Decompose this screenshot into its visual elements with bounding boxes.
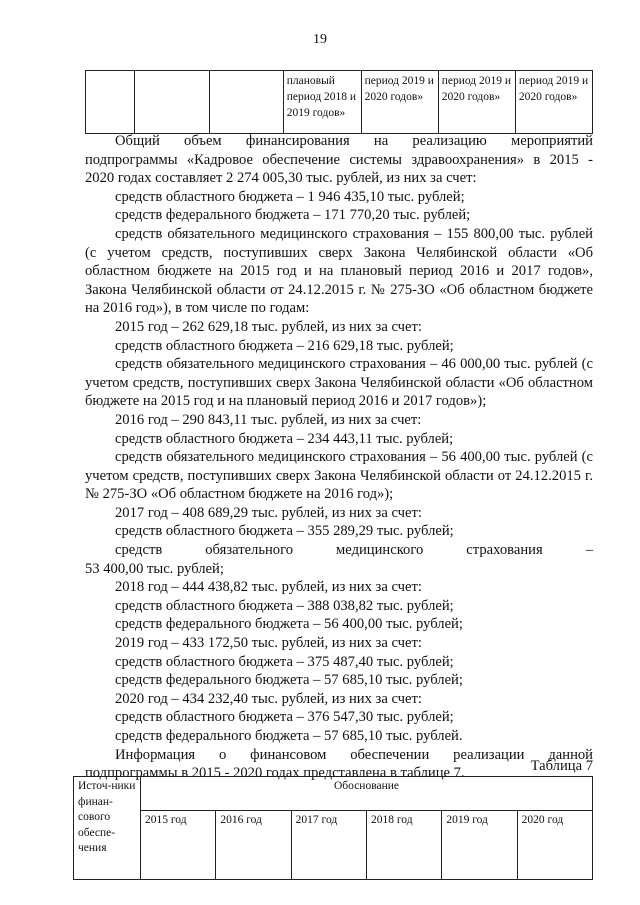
table-header-row [74, 777, 593, 811]
paragraph-line: средств областного бюджета – 216 629,18 тыс. рублей; [115, 337, 454, 354]
page-number: 19 [313, 32, 327, 47]
year-header-cell: 2020 год [517, 811, 592, 880]
paragraph-line: средств областного бюджета – 355 289,29 тыс. рублей; [115, 523, 454, 540]
table-cell [210, 71, 284, 134]
paragraph-line: подпрограммы «Кадровое обеспечение системы здравоохранения» в 2015 - [85, 151, 593, 168]
table-cell: плановый период 2018 и 2019 годов» [283, 71, 361, 134]
paragraph: средств обязательного медицинского страхования – 155 800,00 тыс. рублей (с учетом средств, поступивших сверх Закона Челябинской области «Об областном бюджете на 2015 год и на плановый период 2016 и 2017 годов», Закона Челябинской области от 24.12.2015 г. № 275-ЗО «Об областном бюджете на 2016 год»), в том числе по годам: [85, 225, 593, 317]
paragraph-line: 2020 год – 434 232,40 тыс. рублей, из них за счет: [115, 690, 422, 707]
paragraph-line: 2019 год – 433 172,50 тыс. рублей, из них за счет: [115, 635, 422, 652]
year-header-cell: 2019 год [442, 811, 517, 880]
paragraph-line: подпрограммы в 2015 - 2020 годах представлена в таблице 7. [85, 765, 465, 782]
table-cell: период 2019 и 2020 годов» [361, 71, 438, 134]
paragraph-line: средств обязательного медицинского страхования – [115, 542, 593, 559]
paragraph-line: 2017 год – 408 689,29 тыс. рублей, из них за счет: [115, 504, 422, 521]
group-header-cell: Обоснование [141, 777, 593, 811]
year-header-cell: 2016 год [216, 811, 291, 880]
paragraph: средств обязательного медицинского страхования – 46 000,00 тыс. рублей (с учетом средств, поступивших сверх Закона Челябинской области «Об областном бюджете на 2015 год и на плановый период 2016 и 2017 годов»); [85, 356, 593, 410]
paragraph-line: средств областного бюджета – 388 038,82 тыс. рублей; [115, 597, 454, 614]
body-text [85, 132, 593, 783]
paragraph-line: средств областного бюджета – 375 487,40 тыс. рублей; [115, 653, 454, 670]
table-cell [86, 71, 135, 134]
paragraph-line: средств федерального бюджета – 171 770,20 тыс. рублей; [115, 207, 471, 224]
paragraph-line: Информация о финансовом обеспечении реализации данной [115, 746, 593, 763]
paragraph-line: средств федерального бюджета – 56 400,00 тыс. рублей; [115, 616, 463, 633]
continuation-table [85, 70, 593, 134]
year-header-cell: 2017 год [291, 811, 366, 880]
paragraph-line: средств областного бюджета – 234 443,11 тыс. рублей; [115, 430, 454, 447]
paragraph-line: средств федерального бюджета – 57 685,10 тыс. рублей; [115, 672, 463, 689]
table-cell: период 2019 и 2020 годов» [515, 71, 592, 134]
paragraph-line: 2018 год – 444 438,82 тыс. рублей, из них за счет: [115, 579, 422, 596]
paragraph-line: 2016 год – 290 843,11 тыс. рублей, из них за счет: [115, 411, 422, 428]
paragraph-line: 2020 годах составляет 2 274 005,30 тыс. рублей, из них за счет: [85, 170, 477, 187]
table-header-row [74, 811, 593, 880]
table-caption: Таблица 7 [530, 758, 593, 774]
paragraph-line: средств областного бюджета – 376 547,30 тыс. рублей; [115, 709, 454, 726]
table-row [86, 71, 593, 134]
paragraph-line: 53 400,00 тыс. рублей; [85, 560, 224, 577]
year-header-cell: 2015 год [141, 811, 216, 880]
paragraph: средств обязательного медицинского страхования – 56 400,00 тыс. рублей (с учетом средств, поступивших сверх Закона Челябинской области от 24.12.2015 г. № 275-ЗО «Об областном бюджете на 2016 год»); [85, 449, 593, 503]
paragraph-line: Общий объем финансирования на реализацию мероприятий [115, 133, 593, 149]
table-cell [134, 71, 209, 134]
table-7 [73, 776, 593, 880]
source-header-cell: Источ-ники финан-сового обеспе-чения [74, 777, 141, 880]
year-header-cell: 2018 год [366, 811, 441, 880]
table-cell: период 2019 и 2020 годов» [438, 71, 515, 134]
paragraph-line: 2015 год – 262 629,18 тыс. рублей, из них за счет: [115, 318, 422, 335]
paragraph-line: средств областного бюджета – 1 946 435,10 тыс. рублей; [115, 188, 465, 205]
paragraph-line: средств федерального бюджета – 57 685,10 тыс. рублей. [115, 728, 463, 744]
